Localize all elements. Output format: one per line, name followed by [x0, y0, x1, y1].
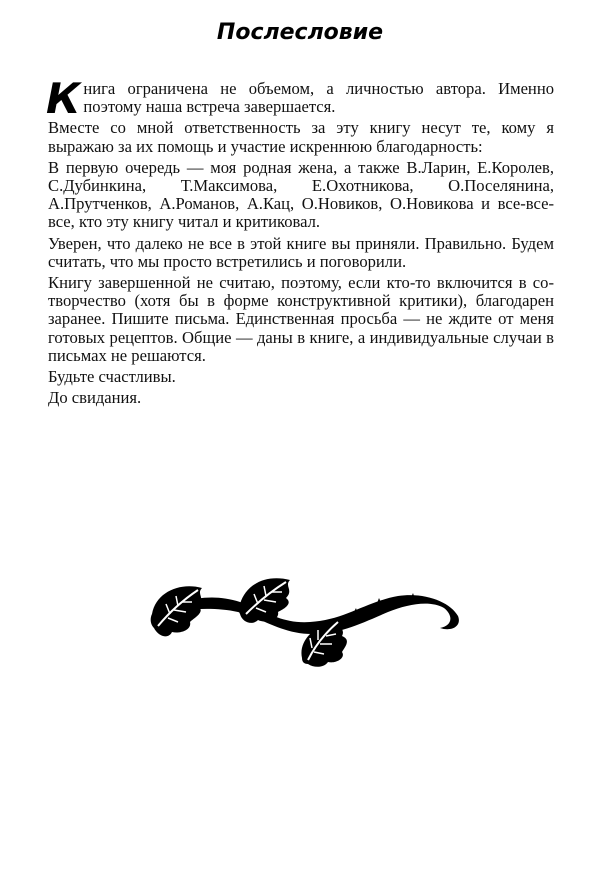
paragraph-1-text: нига ограничена не объемом, а личностью автора. Именно поэтому наша встреча завершается.	[83, 79, 554, 117]
page-title: Послесловие	[216, 20, 384, 45]
vine-leaves-ornament-icon	[140, 572, 464, 668]
paragraph-1	[46, 74, 554, 123]
paragraph-3: В первую очередь — моя родная жена, а также В.Ларин, Е.Королев, С.Дубинкина, Т.Максимова, Е.Охотникова, О.Поселянина, А.Прутченков, А.Романов, А.Кац, О.Новиков, О.Новикова и все-все-все, кто эту книгу читал и критиковал.	[48, 157, 554, 232]
paragraph-6: Будьте счастливы.	[48, 367, 176, 387]
paragraph-2: Вместе со мной ответственность за эту книгу несут те, кому я выражаю за их помощь и участие искреннюю благодарность:	[48, 118, 554, 156]
paragraph-4: Уверен, что далеко не все в этой книге вы приняли. Правильно. Будем считать, что мы просто встретились и поговорили.	[48, 233, 554, 271]
afterword-text	[46, 74, 554, 410]
paragraph-7: До свидания.	[48, 388, 142, 408]
drop-cap-letter: К	[46, 74, 81, 123]
paragraph-5: Книгу завершенной не считаю, поэтому, если кто-то включится в со-творчество (хотя бы в форме конструктивной критики), благодарен заранее. Пишите письма. Единственная просьба — не ждите от меня готовых рецептов. Общие — даны в книге, а индивидуальные случаи в письмах не решаются.	[48, 273, 554, 365]
